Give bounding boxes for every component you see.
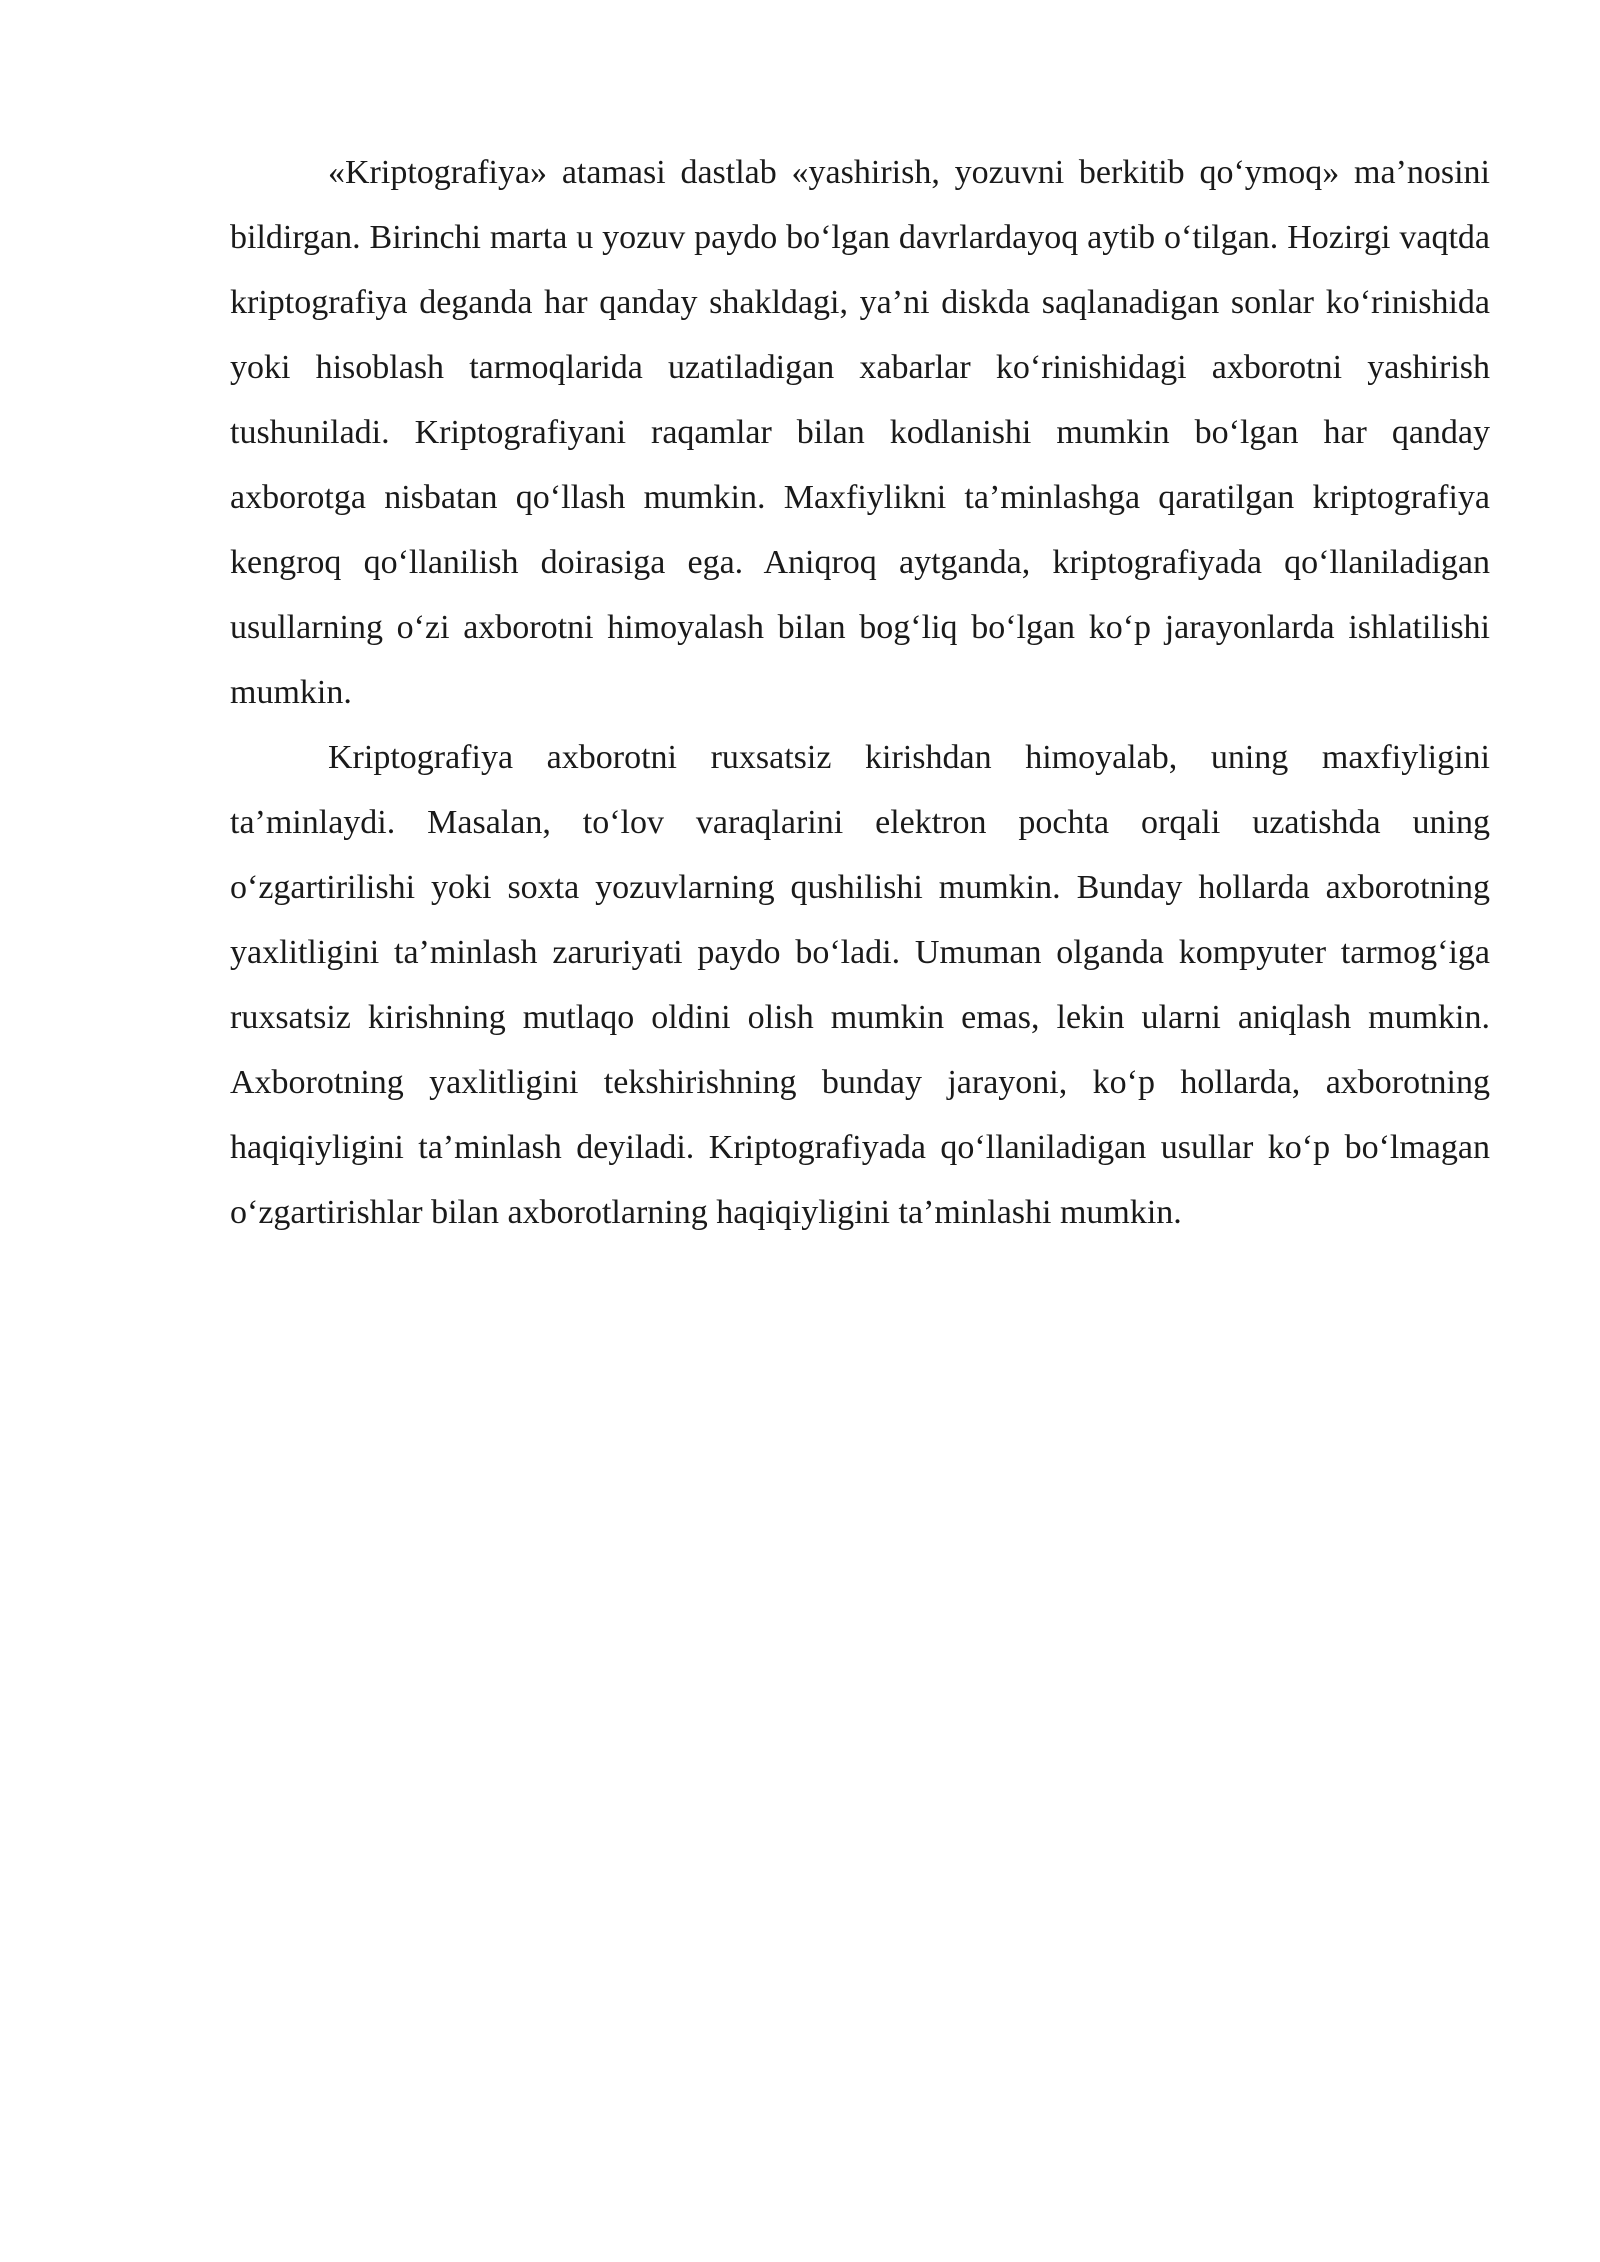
paragraph-1: «Kriptografiya» atamasi dastlab «yashirish, yozuvni berkitib qo‘ymoq» ma’nosini bildirgan. Birinchi marta u yozuv paydo bo‘lgan davrlardayoq aytib o‘tilgan. Hozirgi vaqtda kriptografiya deganda har qanday shakldagi, ya’ni diskda saqlanadigan sonlar ko‘rinishida yoki hisoblash tarmoqlarida uzatiladigan xabarlar ko‘rinishidagi axborotni yashirish tushuniladi. Kriptografiyani raqamlar bilan kodlanishi mumkin bo‘lgan har qanday axborotga nisbatan qo‘llash mumkin. Maxfiylikni ta’minlashga qaratilgan kriptografiya kengroq qo‘llanilish doirasiga ega. Aniqroq aytganda, kriptografiyada qo‘llaniladigan usullarning o‘zi axborotni himoyalash bilan bog‘liq bo‘lgan ko‘p jarayonlarda ishlatilishi mumkin.	[230, 154, 1490, 711]
paragraph-2: Kriptografiya axborotni ruxsatsiz kirishdan himoyalab, uning maxfiyligini ta’minlaydi. Masalan, to‘lov varaqlarini elektron pochta orqali uzatishda uning o‘zgartirilishi yoki soxta yozuvlarning qushilishi mumkin. Bunday hollarda axborotning yaxlitligini ta’minlash zaruriyati paydo bo‘ladi. Umuman olganda kompyuter tarmog‘iga ruxsatsiz kirishning mutlaqo oldini olish mumkin emas, lekin ularni aniqlash mumkin. Axborotning yaxlitligini tekshirishning bunday jarayoni, ko‘p hollarda, axborotning haqiqiyligini ta’minlash deyiladi. Kriptografiyada qo‘llaniladigan usullar ko‘p bo‘lmagan o‘zgartirishlar bilan axborotlarning haqiqiyligini ta’minlashi mumkin.	[230, 739, 1490, 1231]
document-body	[230, 140, 1490, 1245]
